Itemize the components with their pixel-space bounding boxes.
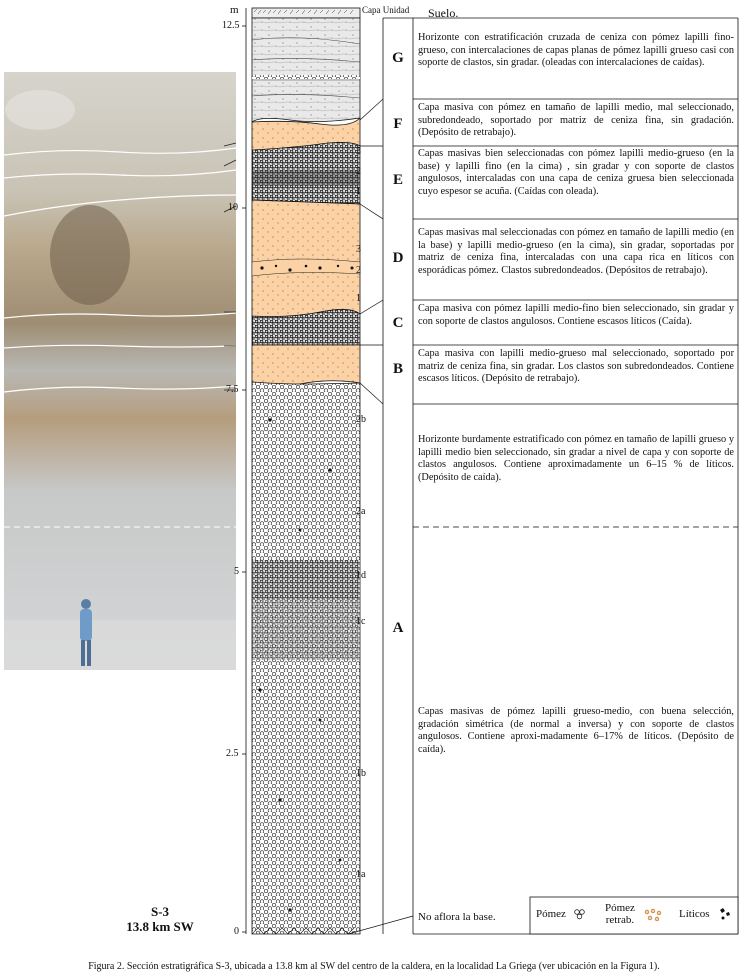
section-id: S-3 [150, 904, 170, 919]
description-a-upper: Horizonte burdamente estratificado con pómez en tamaño de lapilli grueso y lapilli medio bien seleccionado, sin gradar a nivel de capa y con soporte de clastos angulosos. Contiene aproximadamente un 6–15 % de líticos. (Depósito de caída). [418, 434, 734, 483]
description-g: Horizonte con estratificación cruzada de ceniza con pómez lapilli fino-grueso, con intercalaciones de capas planas de pómez lapilli grueso casi con soporte de clastos, sin gradar. (oleadas con intercalaciones de caídas). [418, 32, 734, 69]
tick-0: 0 [234, 926, 239, 937]
description-f: Capa masiva con pómez en tamaño de lapilli medio, mal seleccionado, subredondeado, soportado por matriz de ceniza fina, sin gradación. (Depósito de retrabajo). [418, 102, 734, 139]
sublabel-e1: 1 [356, 186, 361, 197]
outcrop-photo [4, 72, 236, 670]
sublabel-d3: 3 [356, 244, 361, 255]
legend-pomez-retrab-line2: retrab. [605, 914, 635, 926]
suelo-label: Suelo. [428, 6, 459, 20]
axis-unit: m [230, 4, 239, 16]
sublabel-d1: 1 [356, 293, 361, 304]
sublabel-e2: 2 [356, 166, 361, 177]
sublabel-a1a: 1a [356, 869, 366, 880]
sublabel-a1b: 1b [356, 768, 366, 779]
sublabel-a1d: 1d [356, 570, 366, 581]
unit-letter-f: F [393, 116, 403, 132]
unit-letter-a: A [392, 620, 404, 636]
description-d: Capas masivas mal seleccionadas con pómez en tamaño de lapilli medio (en la base) y lapilli medio-grueso (en la cima), sin gradar, soportadas por matriz de ceniza fina, intercaladas con una capa rica en líticos con esporádicas pómez. Clastos subredondeados. (Depósitos de retrabajo). [418, 227, 734, 276]
base-note: No aflora la base. [418, 911, 496, 923]
figure-caption: Figura 2. Sección estratigráfica S-3, ubicada a 13.8 km al SW del centro de la caldera, en la localidad La Griega (ver ubicación en la Figura 1). [88, 961, 660, 972]
unit-letter-b: B [392, 361, 403, 377]
sublabel-e3: 3 [356, 146, 361, 157]
description-b: Capa masiva con lapilli medio-grueso mal seleccionado, soportado por matriz de ceniza fina, sin gradar. Los clastos son subredondeados. Contiene escasos líticos. (Depósito de retrabajo). [418, 348, 734, 385]
sublabel-a2b: 2b [356, 414, 366, 425]
depth-axis [242, 8, 246, 934]
unit-letter-e: E [392, 172, 403, 188]
stratigraphic-column [252, 8, 360, 934]
section-label [130, 904, 190, 919]
tick-10: 10 [228, 202, 238, 213]
legend-pomez-label: Pómez [536, 908, 566, 920]
unit-letter-c: C [392, 315, 404, 331]
sublabel-a2a: 2a [356, 506, 366, 517]
tick-7.5: 7.5 [226, 384, 239, 395]
tick-5: 5 [234, 566, 239, 577]
description-c: Capa masiva con pómez lapilli medio-fino bien seleccionado, sin gradar y con soporte de clastos angulosos. Contiene escasos líticos (Caída). [418, 303, 734, 327]
legend-pomez-retrab-line1: Pómez [605, 902, 635, 914]
legend-liticos-label: Líticos [679, 908, 710, 920]
description-e: Capas masivas bien seleccionadas con pómez lapilli medio-grueso (en la base) y lapilli fino (en la cima) , sin gradar y con soporte de clastos angulosos, intercaladas con una capa de ceniza gruesa bien seleccionada cuyo espesor se acuña. (Caídas con oleada). [418, 148, 734, 197]
tick-2.5: 2.5 [226, 748, 239, 759]
capa-unidad-header: Capa Unidad [362, 5, 410, 15]
legend-pomez-retrab-label [605, 902, 635, 926]
sublabel-d2: 2 [356, 265, 361, 276]
unit-letter-d: D [392, 250, 404, 266]
tick-12.5: 12.5 [222, 20, 240, 31]
description-a-lower: Capas masivas de pómez lapilli grueso-medio, con buena selección, gradación simétrica (de normal a inversa) y con soporte de clastos angulosos. Contiene aproxi-madamente 6–17% de líticos. (Depósito de caída). [418, 706, 734, 755]
unit-letter-g: G [392, 50, 404, 66]
sublabel-a1c: 1c [356, 616, 366, 627]
section-distance: 13.8 km SW [126, 919, 194, 934]
